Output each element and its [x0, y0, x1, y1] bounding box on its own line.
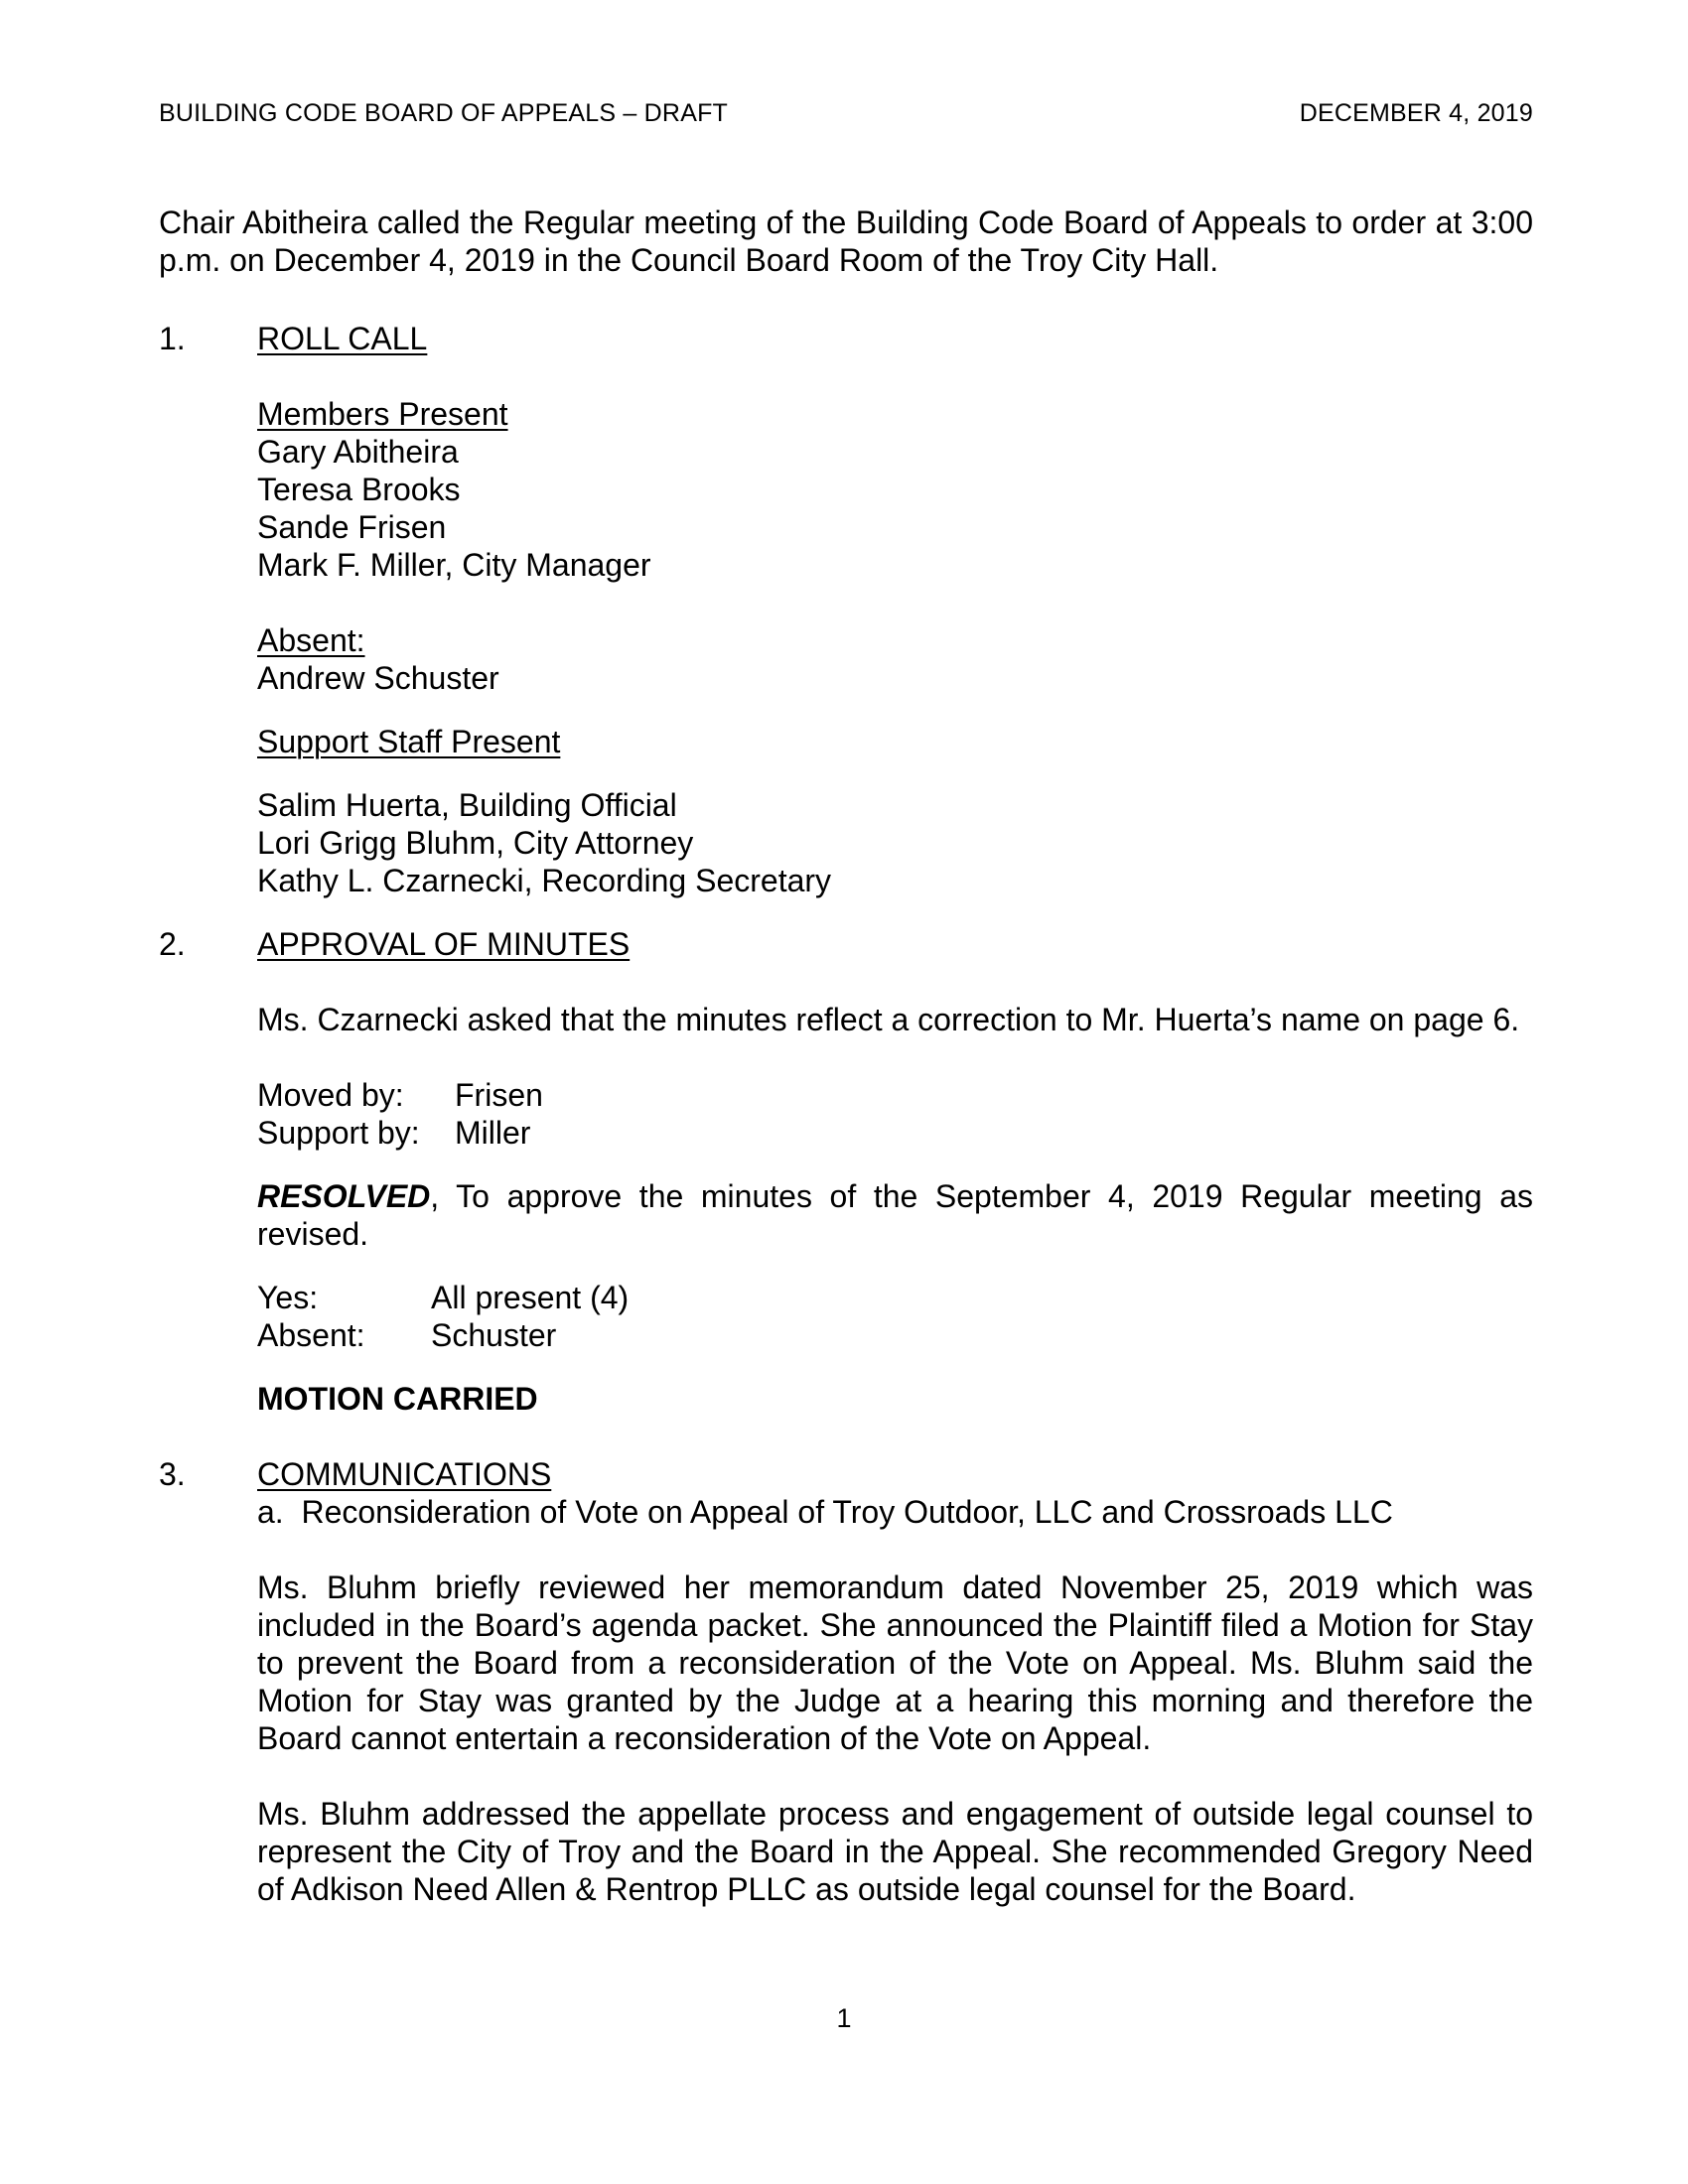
members-present-list: [257, 395, 651, 584]
section-3-number: 3.: [159, 1456, 186, 1492]
member-name: Teresa Brooks: [257, 472, 461, 507]
minutes-correction-note: Ms. Czarnecki asked that the minutes reflect a correction to Mr. Huerta’s name on page 6.: [257, 1002, 1520, 1037]
absent-member-name: Andrew Schuster: [257, 660, 499, 696]
section-3-title: COMMUNICATIONS: [257, 1456, 552, 1492]
moved-by-value: Frisen: [455, 1077, 543, 1113]
resolution-paragraph: [257, 1177, 1533, 1253]
member-name: Gary Abitheira: [257, 434, 459, 470]
section-1-number: 1.: [159, 321, 186, 356]
yes-value: All present (4): [431, 1280, 630, 1315]
section-2-number: 2.: [159, 926, 186, 962]
motion-result: MOTION CARRIED: [257, 1381, 538, 1417]
member-name: Mark F. Miller, City Manager: [257, 547, 651, 583]
absent-heading: Absent:: [257, 622, 365, 658]
motion-movers: [257, 1076, 543, 1152]
staff-name: Salim Huerta, Building Official: [257, 787, 677, 823]
communication-paragraph-2: Ms. Bluhm addressed the appellate process and engagement of outside legal counsel to represent the City of Troy and the Board in the Appeal. She recommended Gregory Need of Adkison Need Allen & Rentrop PLLC as outside legal counsel for the Board.: [257, 1796, 1533, 1907]
absent-vote-value: Schuster: [431, 1317, 557, 1353]
header-title: BUILDING CODE BOARD OF APPEALS – DRAFT: [159, 99, 729, 127]
member-name: Sande Frisen: [257, 509, 447, 545]
section-2-title: APPROVAL OF MINUTES: [257, 926, 631, 962]
support-staff-list: [257, 786, 831, 899]
absent-vote-label: Absent:: [257, 1317, 365, 1353]
vote-tally: [257, 1279, 629, 1354]
communication-paragraph-1: Ms. Bluhm briefly reviewed her memorandum dated November 25, 2019 which was included in the Board’s agenda packet. She announced the Plaintiff filed a Motion for Stay to prevent the Board from a reconsideration of the Vote on Appeal. Ms. Bluhm said the Motion for Stay was granted by the Judge at a hearing this morning and therefore the Board cannot entertain a reconsideration of the Vote on Appeal.: [257, 1570, 1533, 1756]
page-number: 1: [836, 2003, 852, 2033]
intro-paragraph: Chair Abitheira called the Regular meeting of the Building Code Board of Appeals to order at 3:00 p.m. on December 4, 2019 in the Council Board Room of the Troy City Hall.: [159, 205, 1533, 278]
absent-list: [257, 621, 499, 697]
members-present-heading: Members Present: [257, 396, 508, 432]
resolved-keyword: RESOLVED: [257, 1178, 431, 1214]
resolution-text: , To approve the minutes of the September 4, 2019 Regular meeting as revised.: [257, 1178, 1533, 1252]
communication-item-a: a. Reconsideration of Vote on Appeal of Troy Outdoor, LLC and Crossroads LLC: [257, 1494, 1393, 1530]
staff-name: Kathy L. Czarnecki, Recording Secretary: [257, 863, 832, 898]
support-by-value: Miller: [455, 1115, 531, 1151]
support-staff-heading: Support Staff Present: [257, 724, 561, 759]
moved-by-label: Moved by:: [257, 1077, 404, 1113]
yes-label: Yes:: [257, 1280, 319, 1315]
header-date: DECEMBER 4, 2019: [1299, 99, 1533, 127]
support-by-label: Support by:: [257, 1115, 420, 1151]
staff-name: Lori Grigg Bluhm, City Attorney: [257, 825, 694, 861]
section-1-title: ROLL CALL: [257, 321, 428, 356]
